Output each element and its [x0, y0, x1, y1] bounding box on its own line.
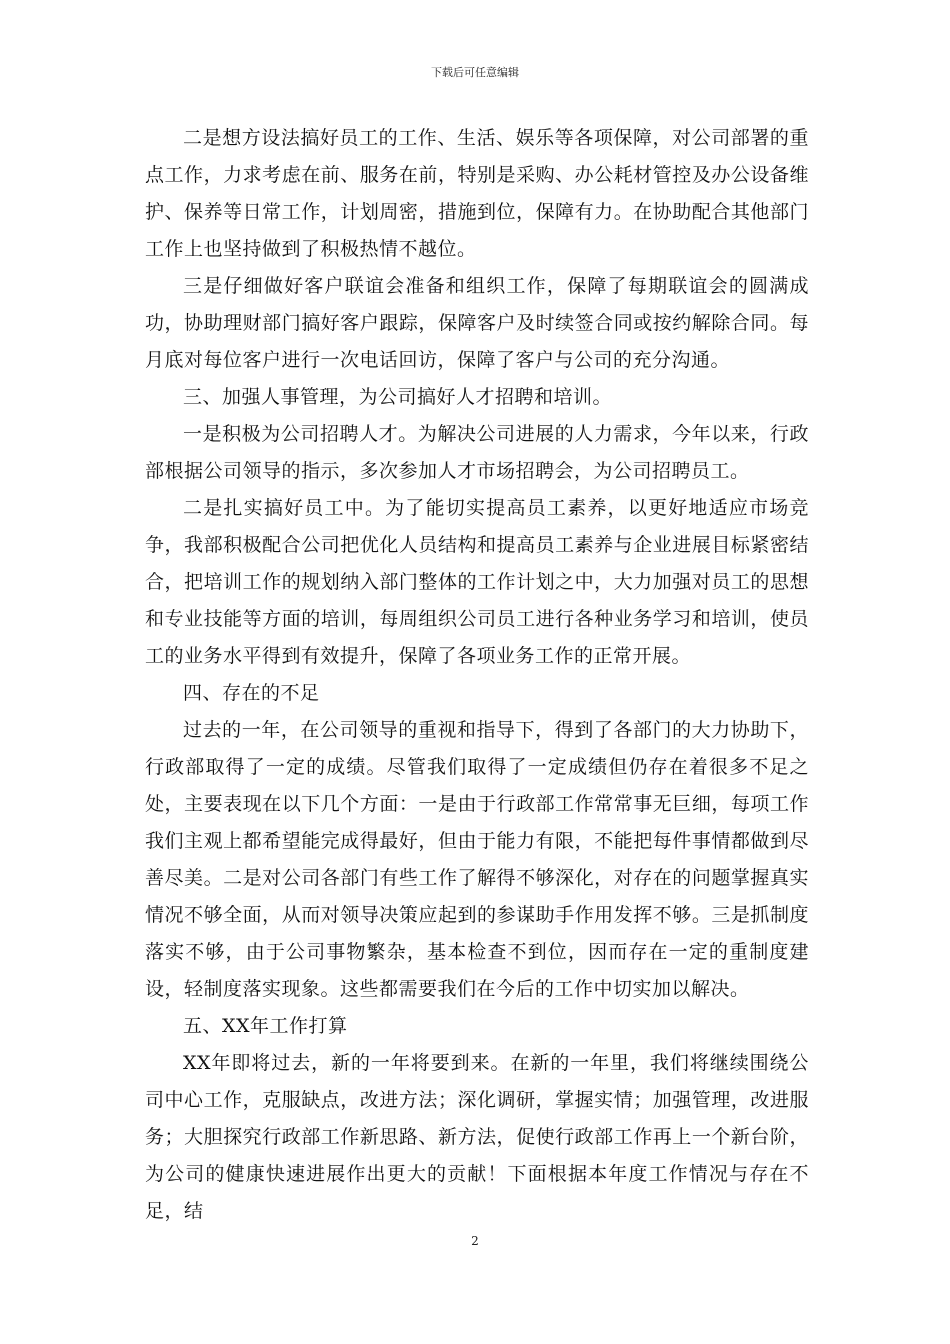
paragraph-client-gathering: 三是仔细做好客户联谊会准备和组织工作，保障了每期联谊会的圆满成功，协助理财部门搞好客户跟踪，保障客户及时续签合同或按约解除合同。每月底对每位客户进行一次电话回访，保障了客户与公司的充分沟通。	[145, 275, 809, 371]
document-body	[145, 120, 809, 1230]
paragraph-shortcomings: 过去的一年，在公司领导的重视和指导下，得到了各部门的大力协助下，行政部取得了一定的成绩。尽管我们取得了一定成绩但仍存在着很多不足之处，主要表现在以下几个方面：一是由于行政部工作常常事无巨细，每项工作我们主观上都希望能完成得最好，但由于能力有限，不能把每件事情都做到尽善尽美。二是对公司各部门有些工作了解得不够深化，对存在的问题掌握真实情况不够全面，从而对领导决策应起到的参谋助手作用发挥不够。三是抓制度落实不够，由于公司事物繁杂，基本检查不到位，因而存在一定的重制度建设，轻制度落实现象。这些都需要我们在今后的工作中切实加以解决。	[145, 719, 809, 1000]
page-header: 下载后可任意编辑	[431, 66, 519, 79]
section-heading-shortcomings: 四、存在的不足	[183, 682, 320, 704]
section-heading-hr-management: 三、加强人事管理，为公司搞好人才招聘和培训。	[183, 386, 613, 408]
paragraph-training: 二是扎实搞好员工中。为了能切实提高员工素养，以更好地适应市场竞争，我部积极配合公司把优化人员结构和提高员工素养与企业进展目标紧密结合，把培训工作的规划纳入部门整体的工作计划之中，大力加强对员工的思想和专业技能等方面的培训，每周组织公司员工进行各种业务学习和培训，使员工的业务水平得到有效提升，保障了各项业务工作的正常开展。	[145, 497, 809, 667]
section-heading-plan: 五、XX年工作打算	[183, 1015, 348, 1037]
page-number: 2	[471, 1234, 479, 1248]
paragraph-support-work: 二是想方设法搞好员工的工作、生活、娱乐等各项保障，对公司部署的重点工作，力求考虑在前、服务在前，特别是采购、办公耗材管控及办公设备维护、保养等日常工作，计划周密，措施到位，保障有力。在协助配合其他部门工作上也坚持做到了积极热情不越位。	[145, 127, 809, 260]
paragraph-recruitment: 一是积极为公司招聘人才。为解决公司进展的人力需求，今年以来，行政部根据公司领导的指示，多次参加人才市场招聘会，为公司招聘员工。	[145, 423, 809, 482]
paragraph-plan: XX年即将过去，新的一年将要到来。在新的一年里，我们将继续围绕公司中心工作，克服缺点，改进方法；深化调研，掌握实情；加强管理，改进服务；大胆探究行政部工作新思路、新方法，促使行政部工作再上一个新台阶，为公司的健康快速进展作出更大的贡献！下面根据本年度工作情况与存在不足，结	[145, 1052, 809, 1222]
